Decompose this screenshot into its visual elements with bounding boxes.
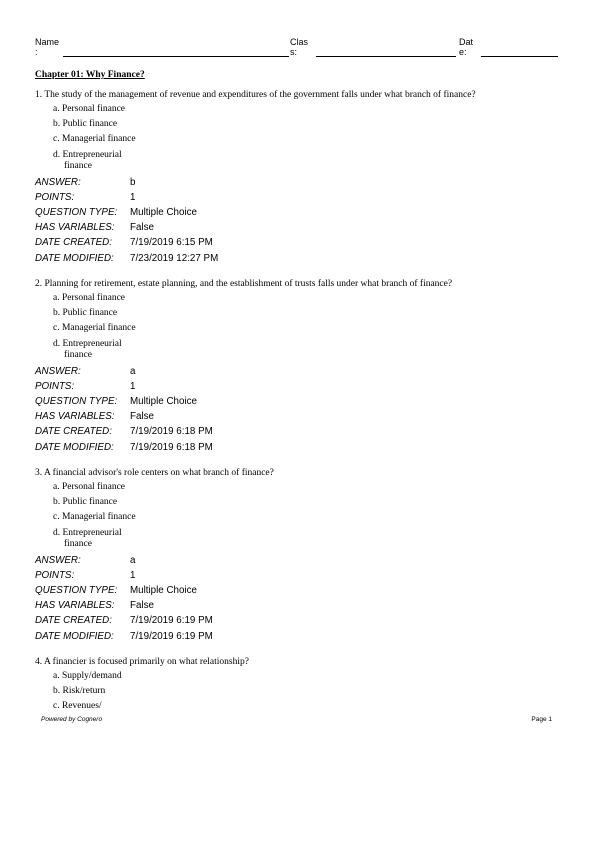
name-field-line[interactable] [63, 56, 289, 57]
answer-value: a [130, 554, 136, 566]
powered-by-footer: Powered by Cognero [41, 716, 103, 723]
option-c: c. Managerial finance [53, 512, 136, 523]
points-label: POINTS: [35, 569, 75, 581]
question-4 [35, 656, 575, 715]
option-d [35, 148, 153, 173]
answer-options [35, 102, 575, 173]
name-label: Name [35, 37, 60, 47]
option-a: a. Supply/demand [53, 671, 122, 681]
points-value: 1 [130, 380, 136, 392]
question-2 [35, 278, 575, 455]
has-variables-value: False [130, 411, 154, 423]
option-c: c. Managerial finance [53, 134, 136, 145]
class-label-tail: s: [290, 47, 298, 57]
answer-value: b [130, 176, 136, 188]
date-modified-label: DATE MODIFIED: [35, 630, 114, 642]
has-variables-label: HAS VARIABLES: [35, 600, 115, 612]
question-type-label: QUESTION TYPE: [35, 585, 118, 597]
option-d-continuation: finance [64, 538, 92, 549]
question-metadata [35, 175, 575, 266]
has-variables-label: HAS VARIABLES: [35, 411, 115, 423]
option-d-text: d. Entrepreneurial [53, 527, 122, 538]
question-type-value: Multiple Choice [130, 396, 197, 408]
class-field-line[interactable] [316, 56, 456, 57]
question-stem: 1. The study of the management of revenue and expenditures of the government falls under what branch of finance? [35, 90, 476, 100]
has-variables-label: HAS VARIABLES: [35, 222, 115, 234]
date-created-value: 7/19/2019 6:15 PM [130, 237, 213, 249]
question-metadata [35, 553, 575, 644]
question-type-value: Multiple Choice [130, 207, 197, 219]
option-a: a. Personal finance [53, 104, 126, 114]
question-type-value: Multiple Choice [130, 585, 197, 597]
option-a: a. Personal finance [53, 293, 126, 303]
date-label-tail: e: [459, 47, 467, 57]
page-number: Page 1 [531, 716, 552, 723]
date-label: Dat [459, 37, 474, 47]
option-d-text: d. Entrepreneurial [53, 149, 122, 160]
answer-label: ANSWER: [35, 176, 81, 188]
question-stem: 4. A financier is focused primarily on what relationship? [35, 657, 249, 667]
date-created-value: 7/19/2019 6:19 PM [130, 615, 213, 627]
date-modified-value: 7/23/2019 12:27 PM [130, 252, 219, 264]
chapter-title: Chapter 01: Why Finance? [35, 70, 145, 80]
option-c: c. Revenues/ [53, 701, 102, 712]
date-created-label: DATE CREATED: [35, 615, 112, 627]
points-value: 1 [130, 191, 136, 203]
option-d-text: d. Entrepreneurial [53, 338, 122, 349]
option-d [35, 337, 153, 362]
date-modified-label: DATE MODIFIED: [35, 441, 114, 453]
option-b: b. Public finance [53, 308, 118, 319]
points-value: 1 [130, 569, 136, 581]
date-modified-value: 7/19/2019 6:19 PM [130, 630, 213, 642]
question-stem: 3. A financial advisor's role centers on what branch of finance? [35, 468, 274, 478]
date-modified-value: 7/19/2019 6:18 PM [130, 441, 213, 453]
answer-label: ANSWER: [35, 365, 81, 377]
question-type-label: QUESTION TYPE: [35, 396, 118, 408]
question-type-label: QUESTION TYPE: [35, 207, 118, 219]
date-created-value: 7/19/2019 6:18 PM [130, 426, 213, 438]
name-label-colon: : [35, 47, 38, 57]
option-b: b. Risk/return [53, 686, 106, 697]
question-stem: 2. Planning for retirement, estate planning, and the establishment of trusts falls under what branch of finance? [35, 279, 453, 289]
has-variables-value: False [130, 222, 154, 234]
date-field-line[interactable] [481, 56, 558, 57]
question-metadata [35, 364, 575, 455]
date-modified-label: DATE MODIFIED: [35, 252, 114, 264]
option-c: c. Managerial finance [53, 323, 136, 334]
option-d-continuation: finance [64, 349, 92, 360]
answer-options [35, 480, 575, 551]
option-b: b. Public finance [53, 119, 118, 130]
option-a: a. Personal finance [53, 482, 126, 492]
has-variables-value: False [130, 600, 154, 612]
question-3 [35, 467, 575, 644]
question-1 [35, 89, 575, 266]
option-b: b. Public finance [53, 497, 118, 508]
date-created-label: DATE CREATED: [35, 237, 112, 249]
option-d [35, 526, 153, 551]
class-label: Clas [290, 37, 309, 47]
answer-options [35, 291, 575, 362]
option-d-continuation: finance [64, 160, 92, 171]
points-label: POINTS: [35, 191, 75, 203]
answer-options [35, 669, 575, 715]
points-label: POINTS: [35, 380, 75, 392]
answer-label: ANSWER: [35, 554, 81, 566]
answer-value: a [130, 365, 136, 377]
date-created-label: DATE CREATED: [35, 426, 112, 438]
